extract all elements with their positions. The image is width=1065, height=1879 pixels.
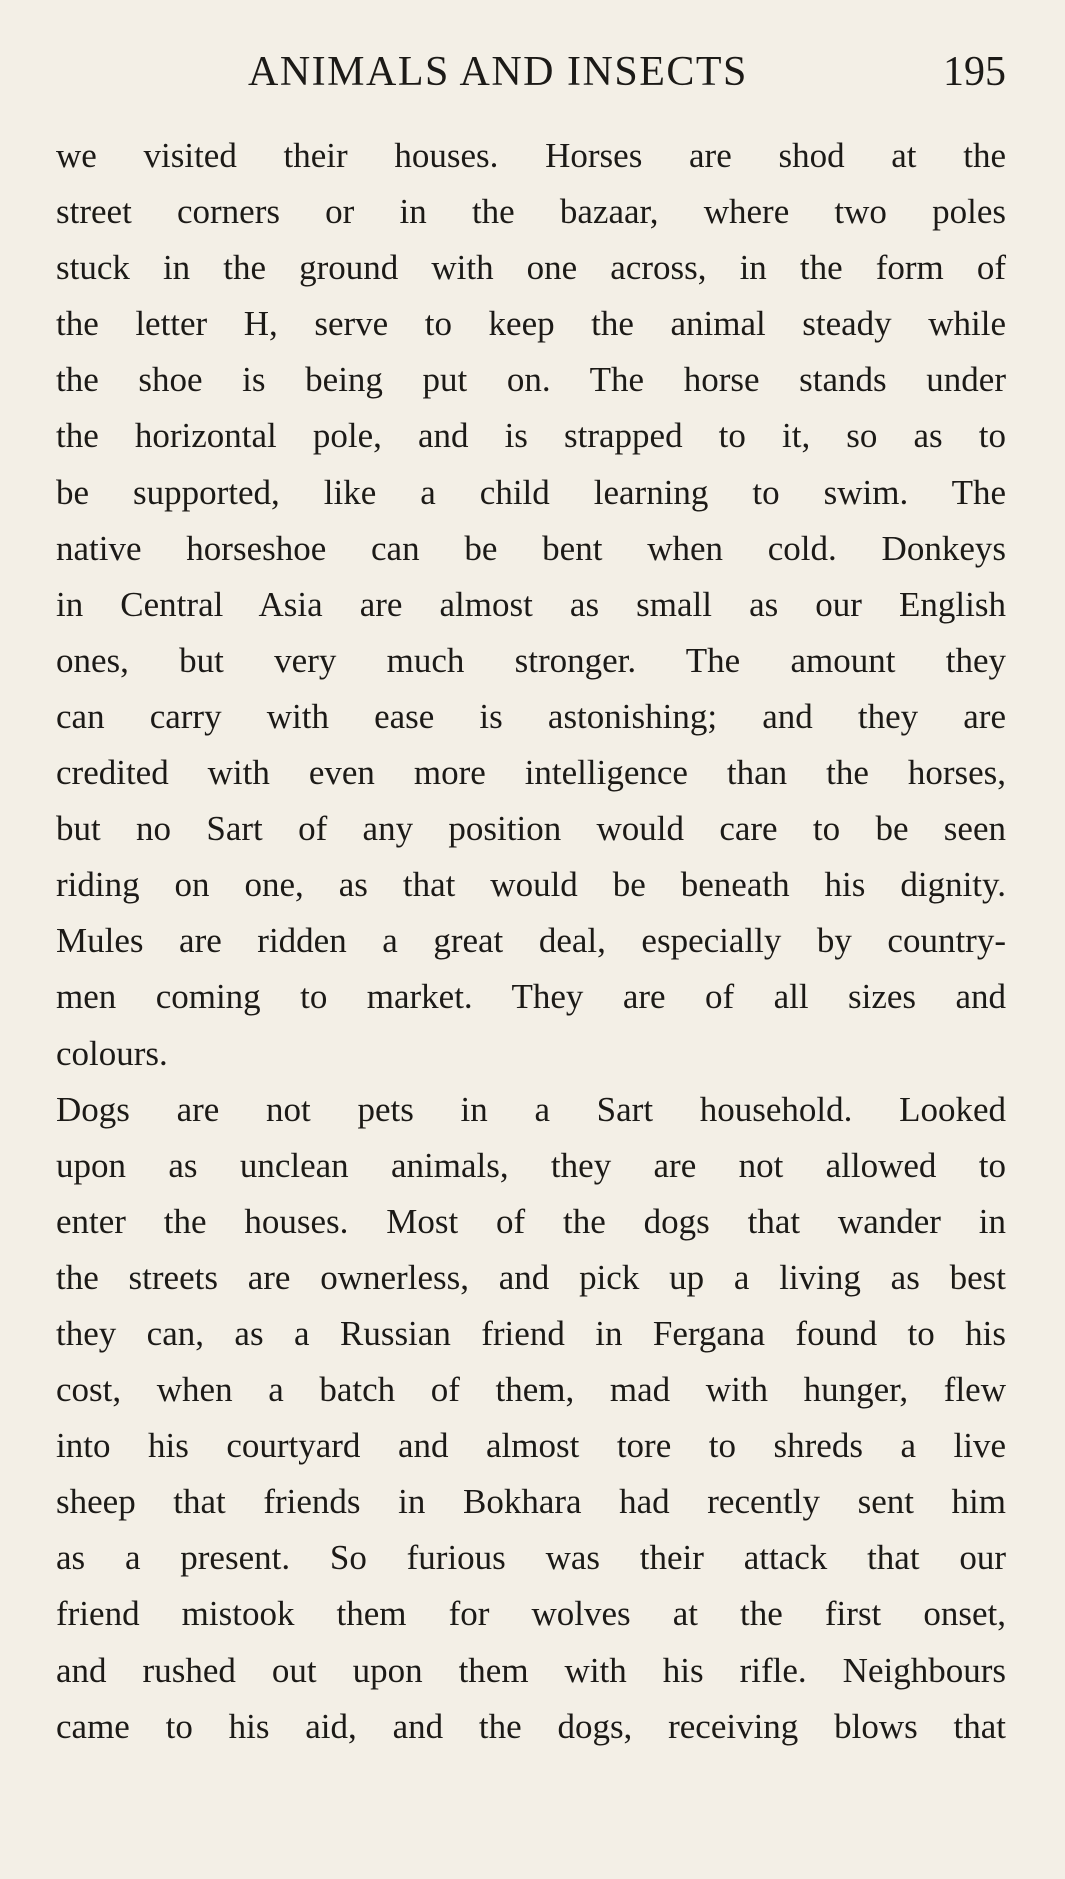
- text-line: sheep that friends in Bokhara had recently sent him: [56, 1482, 1006, 1522]
- text-line: enter the houses. Most of the dogs that wander in: [56, 1201, 1006, 1241]
- text-line: the shoe is being put on. The horse stands under: [56, 360, 1006, 400]
- text-line: we visited their houses. Horses are shod at the: [56, 136, 1006, 175]
- page-number: 195: [943, 49, 1006, 95]
- text-line: ones, but very much stronger. The amount they: [56, 640, 1006, 680]
- paragraph-end-line: colours.: [56, 1033, 168, 1073]
- text-line: riding on one, as that would be beneath his dignity.: [56, 865, 1006, 905]
- running-head: ANIMALS AND INSECTS: [248, 49, 748, 95]
- text-line: credited with even more intelligence than the horses,: [56, 753, 1006, 793]
- text-line: in Central Asia are almost as small as our English: [56, 584, 1006, 624]
- text-line: they can, as a Russian friend in Fergana found to his: [56, 1313, 1006, 1353]
- text-line: be supported, like a child learning to swim. The: [56, 472, 1006, 512]
- body-text: [56, 128, 1006, 1755]
- page-header: [56, 42, 1006, 102]
- text-line: the horizontal pole, and is strapped to it, so as to: [56, 416, 1006, 456]
- text-line: the letter H, serve to keep the animal steady while: [56, 304, 1006, 344]
- text-line: and rushed out upon them with his rifle. Neighbours: [56, 1650, 1006, 1690]
- text-line: but no Sart of any position would care to be seen: [56, 809, 1006, 849]
- text-line: street corners or in the bazaar, where two poles: [56, 192, 1006, 232]
- text-line: into his courtyard and almost tore to shreds a live: [56, 1426, 1006, 1466]
- text-line: friend mistook them for wolves at the first onset,: [56, 1594, 1006, 1634]
- text-line: cost, when a batch of them, mad with hunger, flew: [56, 1370, 1006, 1410]
- text-line: can carry with ease is astonishing; and they are: [56, 696, 1006, 736]
- text-line: as a present. So furious was their attack that our: [56, 1538, 1006, 1578]
- paragraph-start-line: Dogs are not pets in a Sart household. Looked: [56, 1089, 1006, 1129]
- text-line: the streets are ownerless, and pick up a living as best: [56, 1257, 1006, 1297]
- text-line: upon as unclean animals, they are not allowed to: [56, 1145, 1006, 1185]
- text-line: native horseshoe can be bent when cold. Donkeys: [56, 528, 1006, 568]
- text-line: came to his aid, and the dogs, receiving blows that: [56, 1706, 1006, 1746]
- text-line: stuck in the ground with one across, in the form of: [56, 248, 1006, 288]
- text-line: men coming to market. They are of all sizes and: [56, 977, 1006, 1017]
- text-line: Mules are ridden a great deal, especially by country-: [56, 921, 1006, 961]
